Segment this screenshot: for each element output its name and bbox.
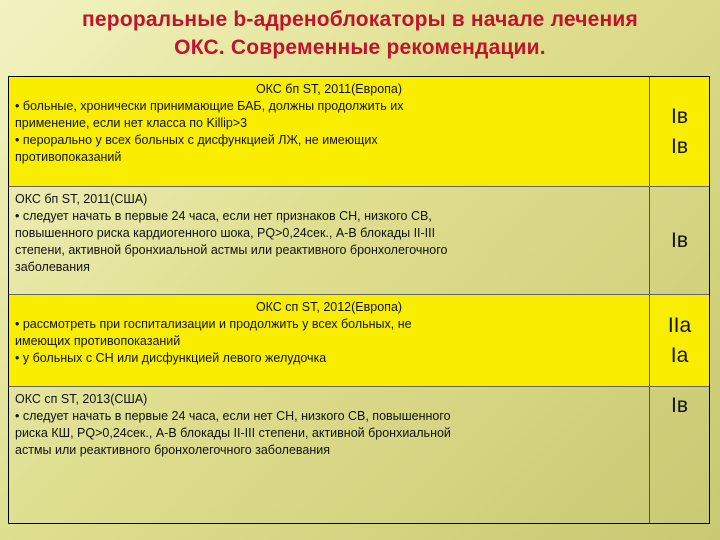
slide-title <box>0 6 720 62</box>
row-line: • перорально у всех больных с дисфункцией ЛЖ, не имеющих <box>15 133 378 147</box>
title-line-1: пероральные b-адреноблокаторы в начале лечения <box>82 8 638 31</box>
grade-label: Ia <box>670 343 689 367</box>
row-heading: ОКС бп ST, 2011(Европа) <box>255 82 403 96</box>
row-line: • больные, хронически принимающие БАБ, должны продолжить их <box>15 99 404 113</box>
grade-label: IIa <box>667 313 692 337</box>
row-line: повышенного риска кардиогенного шока, PQ>0,24сек., А-В блокады II-III <box>15 226 436 240</box>
row-heading: ОКС сп ST, 2012(Европа) <box>255 300 403 314</box>
row-line: противопоказаний <box>15 150 122 164</box>
row-line: • рассмотреть при госпитализации и продолжить у всех больных, не <box>15 317 412 331</box>
grade-label: Iв <box>671 134 688 158</box>
recommendations-table <box>8 76 710 524</box>
row-us-2013-ste-text <box>9 387 650 523</box>
grade-label: Iв <box>671 104 688 128</box>
row-us-2011-nste-text <box>9 187 650 295</box>
row-line: • следует начать в первые 24 часа, если нет признаков СН, низкого СВ, <box>15 209 432 223</box>
row-line: • следует начать в первые 24 часа, если нет СН, низкого СВ, повышенного <box>15 409 451 423</box>
row-line: риска КШ, PQ>0,24сек., А-В блокады II-III степени, активной бронхиальной <box>15 426 451 440</box>
row-line: заболевания <box>15 260 90 274</box>
row-line: степени, активной бронхиальной астмы или реактивного бронхолегочного <box>15 243 448 257</box>
grade-label: Iв <box>671 228 688 252</box>
row-eu-2012-ste-grade <box>650 295 709 387</box>
row-us-2011-nste-grade <box>650 187 709 295</box>
row-eu-2011-nste-grade <box>650 77 709 187</box>
row-heading: ОКС сп ST, 2013(США) <box>15 392 148 406</box>
title-line-2: ОКС. Современные рекомендации. <box>174 36 546 59</box>
row-heading: ОКС бп ST, 2011(США) <box>15 192 148 206</box>
row-us-2013-ste-grade <box>650 387 709 523</box>
row-line: астмы или реактивного бронхолегочного заболевания <box>15 443 330 457</box>
row-line: применение, если нет класса по Killip>3 <box>15 116 248 130</box>
row-line: имеющих противопоказаний <box>15 334 181 348</box>
grade-label: Iв <box>671 394 688 417</box>
row-eu-2011-nste-text <box>9 77 650 187</box>
row-line: • у больных с СН или дисфункцией левого желудочка <box>15 351 327 365</box>
row-eu-2012-ste-text <box>9 295 650 387</box>
